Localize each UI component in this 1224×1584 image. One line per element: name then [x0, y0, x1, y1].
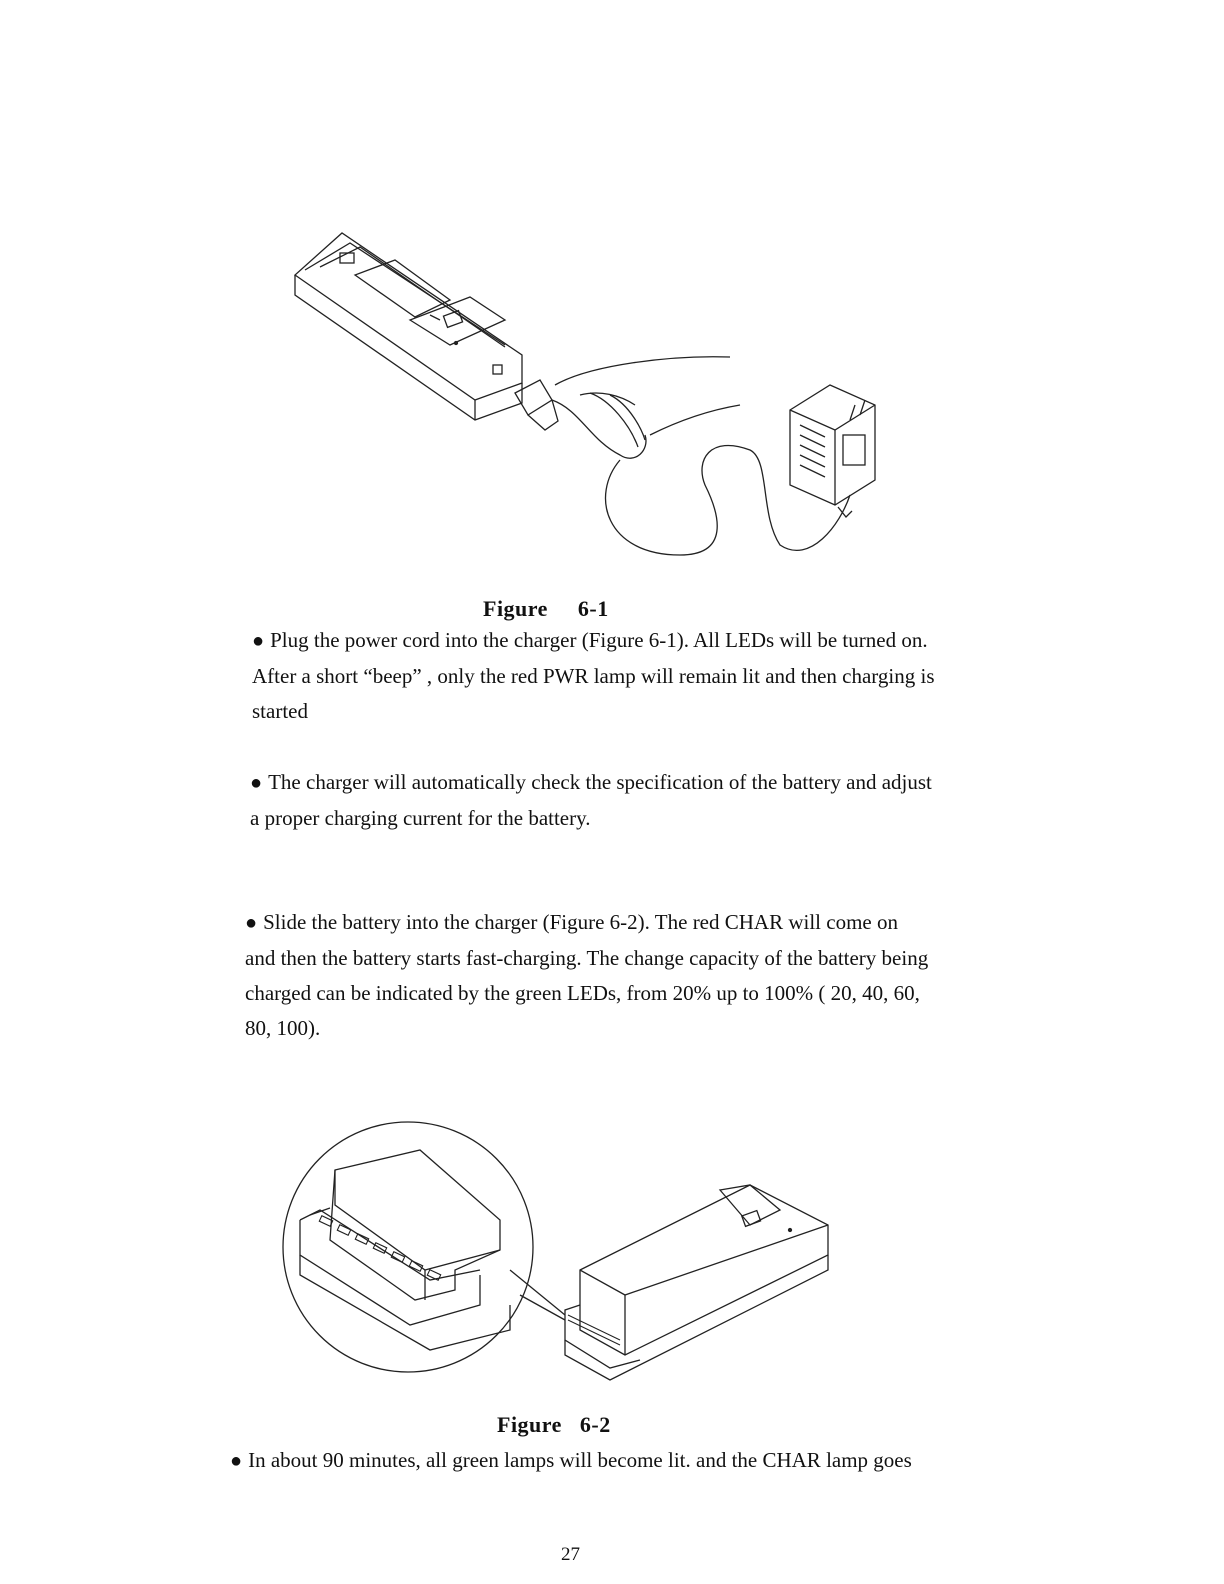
paragraph-ninety-minutes: [230, 1443, 912, 1479]
paragraph-line: charged can be indicated by the green LEDs, from 20% up to 100% ( 20, 40, 60,: [245, 981, 920, 1005]
bullet-icon: ●: [230, 1450, 243, 1472]
bullet-icon: ●: [250, 772, 263, 794]
paragraph-text: The charger will automatically check the specification of the battery and adjust: [268, 770, 932, 794]
paragraph-text: Slide the battery into the charger (Figure 6-2). The red CHAR will come on: [263, 910, 898, 934]
paragraph-plug-power-cord: [252, 623, 935, 729]
figure-6-2-caption: [497, 1412, 611, 1438]
paragraph-line: [250, 765, 932, 801]
bullet-icon: ●: [252, 630, 265, 652]
paragraph-slide-battery: [245, 905, 928, 1046]
paragraph-line: After a short “beep” , only the red PWR lamp will remain lit and then charging is: [252, 664, 935, 688]
figure-6-1-caption: [483, 596, 609, 622]
figure-6-2-caption-label: Figure: [497, 1412, 562, 1437]
figure-6-1-caption-label: Figure: [483, 596, 548, 621]
paragraph-line: [252, 623, 935, 659]
paragraph-text: In about 90 minutes, all green lamps will become lit. and the CHAR lamp goes: [248, 1448, 912, 1472]
page-number: 27: [561, 1544, 580, 1565]
paragraph-text: Plug the power cord into the charger (Figure 6-1). All LEDs will be turned on.: [270, 628, 928, 652]
paragraph-line: and then the battery starts fast-charging. The change capacity of the battery being: [245, 946, 929, 970]
figure-6-2-caption-number: 6-2: [579, 1412, 611, 1437]
paragraph-line: [230, 1443, 912, 1479]
paragraph-line: [245, 905, 928, 941]
figure-6-2-illustration: [280, 1110, 840, 1385]
figure-6-1-caption-number: 6-1: [577, 596, 609, 621]
paragraph-line: started: [252, 699, 308, 723]
paragraph-charger-check: [250, 765, 932, 836]
figure-6-1-illustration: [290, 225, 900, 570]
paragraph-line: a proper charging current for the battery.: [250, 806, 591, 830]
paragraph-line: 80, 100).: [245, 1016, 321, 1040]
bullet-icon: ●: [245, 912, 258, 934]
